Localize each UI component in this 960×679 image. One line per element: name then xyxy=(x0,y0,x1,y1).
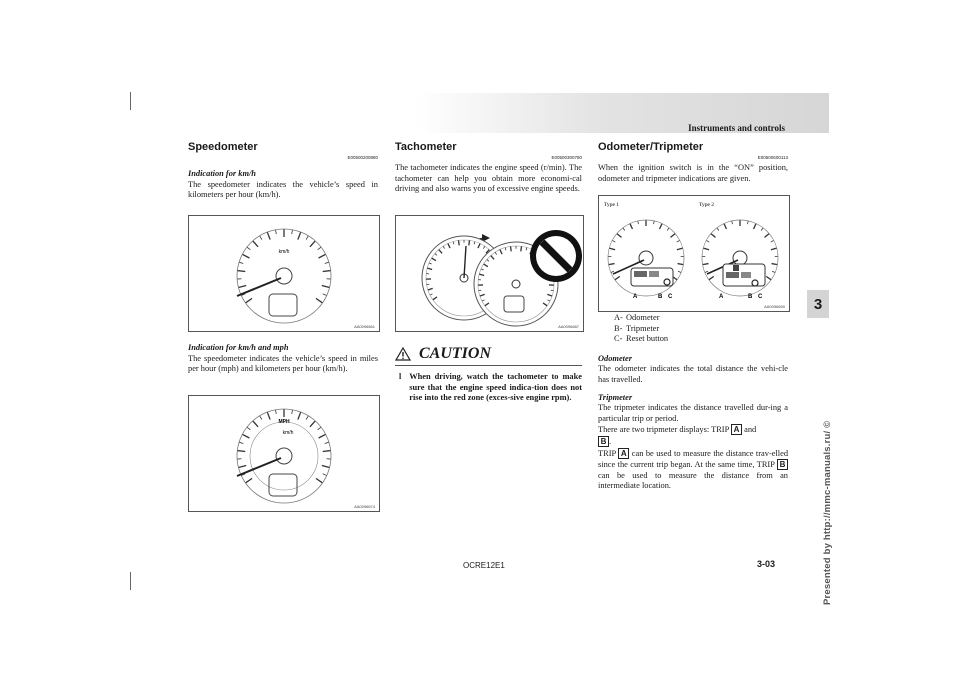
kmh-unit-label: km/h xyxy=(278,249,290,255)
mph-heading: Indication for km/h and mph xyxy=(188,343,289,352)
gauge-tick xyxy=(323,294,327,296)
gauge-tick xyxy=(260,416,262,420)
legend-key: C- xyxy=(614,334,623,344)
gauge-tick xyxy=(469,240,470,245)
gauge-tick xyxy=(761,228,763,231)
speedometer-column xyxy=(188,142,378,201)
trip-displays-text: There are two tripmeter displays: TRIP A and B . xyxy=(598,425,757,446)
tachometer-drawing xyxy=(396,216,583,331)
type2-label-a: A xyxy=(719,294,724,300)
speedometer-title: Speedometer xyxy=(188,141,258,153)
type1-label-b: B xyxy=(658,294,663,300)
gauge-tick xyxy=(711,234,716,238)
mph-text: The speedometer indicates the vehicle’s speed in miles per hour (mph) and kilometers per hour (km/h). xyxy=(188,353,378,374)
gauge-tick xyxy=(667,228,669,231)
odometer-drawing xyxy=(599,196,789,311)
gauge-tick xyxy=(638,221,639,224)
header-title: Instruments and controls xyxy=(688,123,785,133)
trip-displays-pre: There are two tripmeter displays: TRIP xyxy=(598,425,729,435)
trip-a-text xyxy=(598,448,788,492)
legend-value: Odometer xyxy=(626,313,660,322)
gauge-tick xyxy=(717,228,719,231)
gauge-tick xyxy=(245,478,252,483)
gauge-tick xyxy=(298,232,301,239)
gauge-tick xyxy=(318,247,321,250)
speedometer-mph-figure xyxy=(188,395,380,512)
bullet-icon: l xyxy=(399,372,402,381)
odometer-figure xyxy=(598,195,790,312)
gauge-tick xyxy=(267,232,270,239)
type2-label-b: B xyxy=(748,294,753,300)
gauge-tick xyxy=(260,236,262,240)
gauge-tick xyxy=(239,442,243,443)
tachometer-figure-id: AA0096687 xyxy=(558,324,579,329)
gauge-tick xyxy=(677,248,683,250)
odo-text: The odometer indicates the total distance the vehi-cle has travelled. xyxy=(598,364,788,384)
gauge-tick xyxy=(748,221,749,224)
trip-b-body: can be used to measure the distance from an intermediate location. xyxy=(598,470,788,491)
legend-value: Tripmeter xyxy=(626,323,660,333)
gauge-tick xyxy=(654,221,655,224)
caution-header xyxy=(395,343,582,366)
gauge-tick xyxy=(292,230,293,234)
gauge-tick xyxy=(772,264,778,265)
kmh-figure-id: AA0096661 xyxy=(354,324,375,329)
gauge-tick xyxy=(316,298,323,303)
gauge-tick xyxy=(678,264,684,265)
kmh-gauge-drawing xyxy=(189,216,379,331)
gauge-tick xyxy=(237,271,245,272)
mph-figure-id: AA0096674 xyxy=(354,504,375,509)
gauge-tick xyxy=(611,271,614,272)
caution-title: CAUTION xyxy=(419,344,492,362)
gauge-tick xyxy=(754,224,757,229)
legend-item xyxy=(614,313,788,324)
odometer-column xyxy=(598,142,788,184)
gauge-tick xyxy=(247,247,250,250)
gauge-tick xyxy=(239,262,243,263)
type2-label: Type 2 xyxy=(699,202,715,208)
gauge-tick xyxy=(630,224,633,229)
legend-item xyxy=(614,334,788,345)
gauge-tick xyxy=(253,241,258,247)
trip-b-box-icon: B xyxy=(598,436,609,447)
type1-label-a: A xyxy=(633,294,638,300)
gauge-tick xyxy=(306,236,308,240)
gauge-tick xyxy=(772,271,775,272)
gauge-tick xyxy=(310,241,315,247)
gauge-tick xyxy=(623,228,625,231)
footer-code: OCRE12E1 xyxy=(463,561,505,570)
legend-key: A- xyxy=(614,313,623,322)
gauge-tick xyxy=(306,416,308,420)
gauge-tick xyxy=(322,466,330,468)
trip-heading: Tripmeter xyxy=(598,392,633,402)
gauge-tick xyxy=(678,271,681,272)
gauge-tick xyxy=(276,230,277,234)
trip-a-pre: TRIP xyxy=(598,448,616,458)
gauge-tick xyxy=(703,264,709,265)
gauge-tick xyxy=(325,442,329,443)
gauge-tick xyxy=(323,271,331,272)
type1-label-c: C xyxy=(668,294,673,300)
trip-b-box-icon: B xyxy=(777,459,788,470)
gauge-tick xyxy=(706,240,709,242)
gauge-tick xyxy=(323,474,327,476)
crop-mark-top-left xyxy=(130,92,131,110)
trip-displays-mid: and xyxy=(744,425,757,435)
odometer-legend xyxy=(614,313,788,345)
tachometer-figure xyxy=(395,215,584,332)
gauge-tick xyxy=(238,466,246,468)
gauge-tick xyxy=(510,246,511,251)
gauge-tick xyxy=(703,248,709,250)
warning-triangle-icon xyxy=(395,347,411,361)
speedometer-code: E00500200880 xyxy=(347,154,378,160)
legend-value: Reset button xyxy=(626,334,669,344)
gauge-tick xyxy=(242,254,249,258)
gauge-tick xyxy=(316,478,323,483)
gauge-tick xyxy=(709,276,714,279)
gauge-tick xyxy=(267,412,270,419)
gauge-tick xyxy=(765,234,770,238)
odometer-figure-id: AA0096690 xyxy=(764,304,785,309)
gauge-tick xyxy=(609,248,615,250)
gauge-tick xyxy=(612,240,615,242)
caution-text: When driving, watch the tachometer to make sure that the engine speed indica-tion does not rise into the red zone (exces-sive engine rpm). xyxy=(409,372,582,403)
gauge-tick xyxy=(705,271,708,272)
odometer-text-block xyxy=(598,313,788,492)
gauge-tick xyxy=(521,246,522,251)
odometer-intro: When the ignition switch is in the “ON” position, odometer and tripmeter indications are given. xyxy=(598,163,788,183)
gauge-tick xyxy=(238,286,246,288)
gauge-tick xyxy=(325,262,329,263)
speedometer-kmh-figure xyxy=(188,215,380,332)
legend-item xyxy=(614,324,788,335)
gauge-tick xyxy=(292,410,293,414)
gauge-tick xyxy=(319,434,326,438)
gauge-tick xyxy=(771,248,777,250)
gauge-tick xyxy=(732,221,733,224)
kmh-heading: Indication for km/h xyxy=(188,169,256,179)
trip-a-box-icon: A xyxy=(618,448,629,459)
gauge-tick xyxy=(298,412,301,419)
gauge-tick xyxy=(322,286,330,288)
gauge-tick xyxy=(253,421,258,427)
gauge-tick xyxy=(319,254,326,258)
gauge-tick xyxy=(323,451,331,452)
tachometer-text: The tachometer indicates the engine speed (r/min). The tachometer can help you obtain more economi-cal driving and also warns you of excessive engine speeds. xyxy=(395,163,582,194)
mph-section xyxy=(188,337,378,375)
gauge-tick xyxy=(245,298,252,303)
gauge-tick xyxy=(247,427,250,430)
crop-mark-bottom-left xyxy=(130,572,131,590)
mph-kmh-unit-label: km/h xyxy=(282,430,294,436)
trip-b-pre: TRIP xyxy=(756,460,775,470)
gauge-tick xyxy=(660,224,663,229)
type2-label-c: C xyxy=(758,294,763,300)
mph-gauge-drawing xyxy=(189,396,379,511)
gauge-tick xyxy=(318,427,321,430)
gauge-tick xyxy=(310,421,315,427)
trip-a-body: can be used to measure the distance trav-elled since the current trip began. At the same time, xyxy=(598,448,789,470)
gauge-tick xyxy=(617,234,622,238)
gauge-tick xyxy=(671,234,676,238)
caution-item xyxy=(395,372,582,404)
odo-heading: Odometer xyxy=(598,353,632,363)
chapter-tab: 3 xyxy=(807,290,829,318)
gauge-tick xyxy=(242,434,249,438)
type1-label: Type 1 xyxy=(604,202,620,208)
gauge-tick xyxy=(615,276,620,279)
side-watermark-text: Presented by http://mmc-manuals.ru/ © xyxy=(822,420,833,605)
gauge-tick xyxy=(724,224,727,229)
gauge-tick xyxy=(677,240,680,242)
trip-text: The tripmeter indicates the distance travelled dur-ing a particular trip or period. xyxy=(598,403,788,423)
gauge-tick xyxy=(458,240,459,245)
gauge-tick xyxy=(609,264,615,265)
tachometer-code: E00500300780 xyxy=(551,154,582,160)
gauge-tick xyxy=(237,451,245,452)
gauge-tick xyxy=(771,240,774,242)
odometer-title: Odometer/Tripmeter xyxy=(598,141,704,153)
legend-key: B- xyxy=(614,323,623,333)
page-number: 3-03 xyxy=(757,559,776,569)
tachometer-column xyxy=(395,142,582,195)
odometer-code: E00500600113 xyxy=(757,154,788,160)
gauge-tick xyxy=(766,276,771,279)
caution-box xyxy=(395,343,582,404)
gauge-tick xyxy=(276,410,277,414)
trip-a-box-icon: A xyxy=(731,424,742,435)
kmh-text: The speedometer indicates the vehicle’s speed in kilometers per hour (km/h). xyxy=(188,179,378,200)
tachometer-title: Tachometer xyxy=(395,141,457,153)
mph-unit-label: MPH xyxy=(278,419,290,425)
